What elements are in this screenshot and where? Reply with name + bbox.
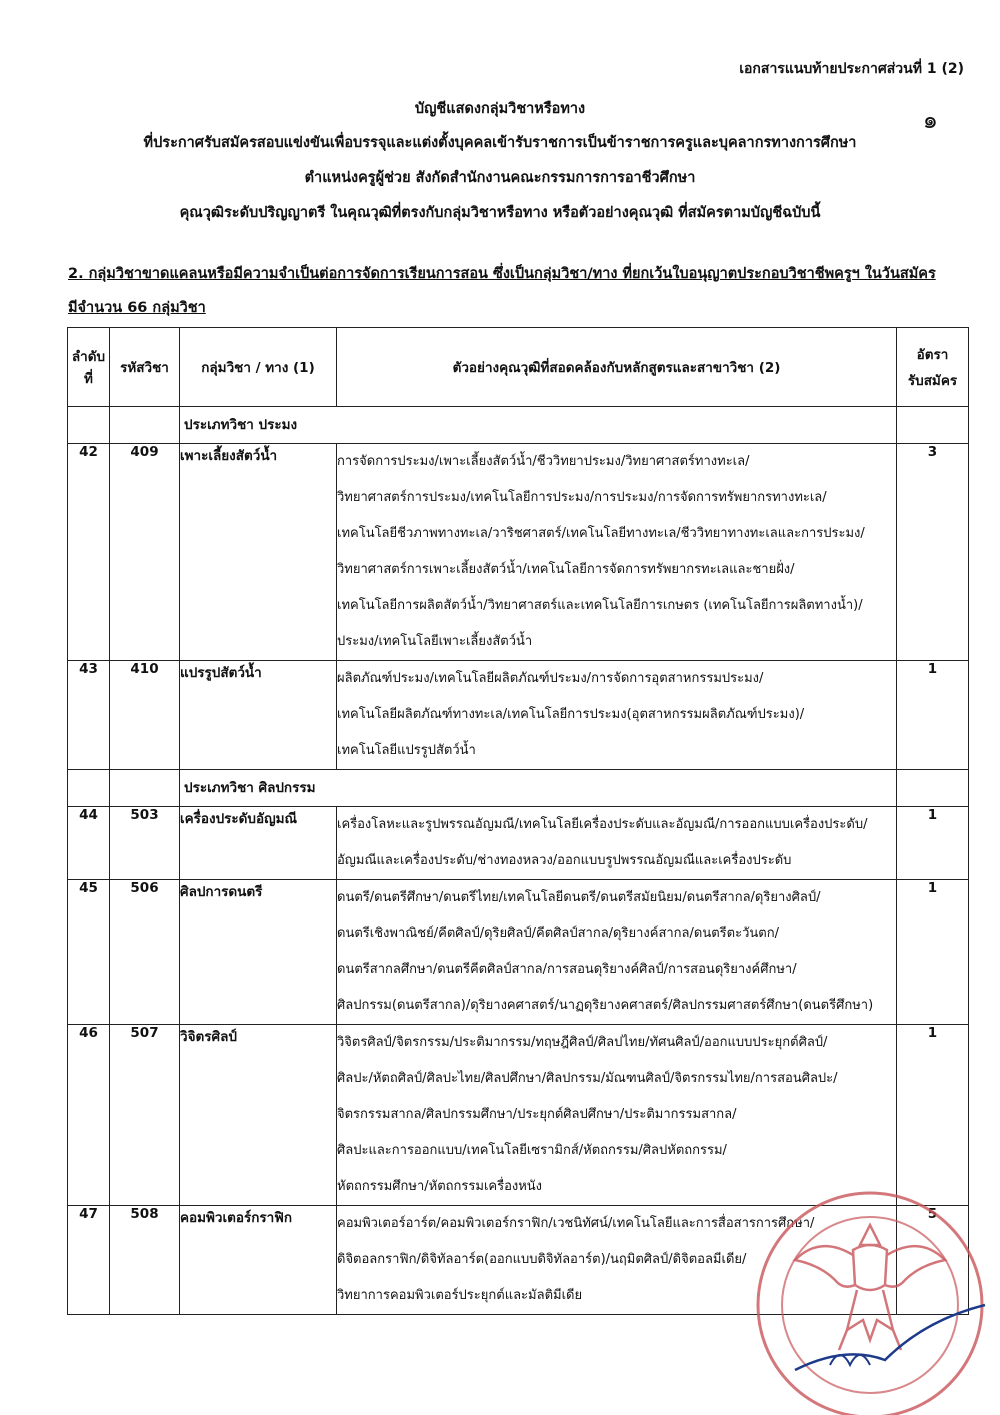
table-row	[68, 661, 969, 770]
qualification-line: ดนตรี/ดนตรีศึกษา/ดนตรีไทย/เทคโนโลยีดนตรี/ดนตรีสมัยนิยม/ดนตรีสากล/ดุริยางศิลป์/	[337, 890, 821, 905]
vacancy-rate: 3	[897, 444, 969, 661]
title-line-4: คุณวุฒิระดับปริญญาตรี ในคุณวุฒิที่ตรงกับกลุ่มวิชาหรือทาง หรือตัวอย่างคุณวุฒิ ที่สมัครตามบัญชีฉบับนี้	[179, 205, 821, 221]
table-row	[68, 880, 969, 1025]
title-line-3: ตำแหน่งครูผู้ช่วย สังกัดสำนักงานคณะกรรมการการอาชีวศึกษา	[304, 170, 696, 186]
qualification-examples	[337, 807, 897, 880]
document-reference: เอกสารแนบท้ายประกาศส่วนที่ 1 (2)	[739, 61, 964, 77]
qualification-line: ดนตรีเชิงพาณิชย์/คีตศิลป์/ดุริยศิลป์/คีตศิลป์สากล/ดุริยางค์สากล/ดนตรีตะวันตก/	[337, 926, 779, 941]
section-heading: 2. กลุ่มวิชาขาดแคลนหรือมีความจำเป็นต่อการจัดการเรียนการสอน ซึ่งเป็นกลุ่มวิชา/ทาง ที่ยกเว้นใบอนุญาตประกอบวิชาชีพครูฯ ในวันสมัคร	[68, 266, 936, 282]
table-body	[68, 407, 969, 1315]
subject-group-name: เครื่องประดับอัญมณี	[180, 807, 337, 880]
table-row	[68, 1025, 969, 1206]
qualification-line: เทคโนโลยีการผลิตสัตว์น้ำ/วิทยาศาสตร์และเทคโนโลยีการเกษตร (เทคโนโลยีการผลิตทางน้ำ)/	[337, 598, 863, 613]
subject-group-name: เพาะเลี้ยงสัตว์น้ำ	[180, 444, 337, 661]
vacancy-rate: 1	[897, 1025, 969, 1206]
qualification-line: ศิลปะและการออกแบบ/เทคโนโลยีเซรามิกส์/หัตถกรรม/ศิลปหัตถกรรม/	[337, 1143, 727, 1158]
qualification-line: วิทยาศาสตร์การประมง/เทคโนโลยีการประมง/การประมง/การจัดการทรัพยากรทางทะเล/	[337, 490, 827, 505]
vacancy-rate: 1	[897, 661, 969, 770]
subject-group-name: คอมพิวเตอร์กราฟิก	[180, 1206, 337, 1315]
qualification-line: ดนตรีสากลศึกษา/ดนตรีคีตศิลป์สากล/การสอนดุริยางค์ศิลป์/การสอนดุริยางค์ศึกษา/	[337, 962, 797, 977]
category-empty-cell	[110, 407, 180, 444]
subject-group-name: ศิลปการดนตรี	[180, 880, 337, 1025]
row-number: 42	[68, 444, 110, 661]
col-header-qualifications: ตัวอย่างคุณวุฒิที่สอดคล้องกับหลักสูตรและสาขาวิชา (2)	[337, 328, 897, 407]
subject-code: 507	[110, 1025, 180, 1206]
subject-code: 409	[110, 444, 180, 661]
table-row	[68, 444, 969, 661]
category-row	[68, 407, 969, 444]
qualification-line: เทคโนโลยีแปรรูปสัตว์น้ำ	[337, 743, 476, 758]
subject-code: 503	[110, 807, 180, 880]
category-empty-cell	[68, 770, 110, 807]
row-number: 43	[68, 661, 110, 770]
qualification-line: อัญมณีและเครื่องประดับ/ช่างทองหลวง/ออกแบบรูปพรรณอัญมณีและเครื่องประดับ	[337, 853, 792, 868]
title-line-2: ที่ประกาศรับสมัครสอบแข่งขันเพื่อบรรจุและแต่งตั้งบุคคลเข้ารับราชการเป็นข้าราชการครูและบุคลากรทางการศึกษา	[143, 135, 857, 151]
page-number: ๑	[922, 106, 938, 134]
qualification-examples	[337, 1206, 897, 1315]
title-line-1: บัญชีแสดงกลุ่มวิชาหรือทาง	[414, 101, 586, 117]
rate-header-line-2: รับสมัคร	[907, 373, 958, 389]
category-empty-cell	[110, 770, 180, 807]
category-empty-cell	[897, 407, 969, 444]
row-number: 47	[68, 1206, 110, 1315]
qualification-line: วิจิตรศิลป์/จิตรกรรม/ประติมากรรม/ทฤษฎีศิลป์/ศิลปไทย/ทัศนศิลป์/ออกแบบประยุกต์ศิลป์/	[337, 1035, 828, 1050]
category-empty-cell	[68, 407, 110, 444]
qualification-examples	[337, 444, 897, 661]
qualification-table	[67, 327, 969, 1315]
vacancy-rate: 1	[897, 880, 969, 1025]
row-number: 44	[68, 807, 110, 880]
col-header-group: กลุ่มวิชา / ทาง (1)	[180, 328, 337, 407]
qualification-line: ผลิตภัณฑ์ประมง/เทคโนโลยีผลิตภัณฑ์ประมง/การจัดการอุตสาหกรรมประมง/	[337, 671, 764, 686]
qualification-line: เทคโนโลยีชีวภาพทางทะเล/วาริชศาสตร์/เทคโนโลยีทางทะเล/ชีววิทยาทางทะเลและการประมง/	[337, 526, 865, 541]
subject-code: 508	[110, 1206, 180, 1315]
category-empty-cell	[897, 770, 969, 807]
qualification-line: เครื่องโลหะและรูปพรรณอัญมณี/เทคโนโลยีเครื่องประดับและอัญมณี/การออกแบบเครื่องประดับ/	[337, 817, 868, 832]
vacancy-rate: 1	[897, 807, 969, 880]
subject-group-name: แปรรูปสัตว์น้ำ	[180, 661, 337, 770]
qualification-line: คอมพิวเตอร์อาร์ต/คอมพิวเตอร์กราฟิก/เวชนิทัศน์/เทคโนโลยีและการสื่อสารการศึกษา/	[337, 1216, 815, 1231]
qualification-line: วิทยาศาสตร์การเพาะเลี้ยงสัตว์น้ำ/เทคโนโลยีการจัดการทรัพยากรทะเลและชายฝั่ง/	[337, 562, 795, 577]
row-number: 46	[68, 1025, 110, 1206]
qualification-line: การจัดการประมง/เพาะเลี้ยงสัตว์น้ำ/ชีววิทยาประมง/วิทยาศาสตร์ทางทะเล/	[337, 454, 750, 469]
vacancy-rate: 5	[897, 1206, 969, 1315]
category-label: ประเภทวิชา ประมง	[180, 407, 897, 444]
category-row	[68, 770, 969, 807]
col-header-code: รหัสวิชา	[110, 328, 180, 407]
table-header-row	[68, 328, 969, 407]
qualification-line: ศิลปกรรม(ดนตรีสากล)/ดุริยางคศาสตร์/นาฏดุริยางคศาสตร์/ศิลปกรรมศาสตร์ศึกษา(ดนตรีศึกษา)	[337, 998, 874, 1013]
section-count: มีจำนวน 66 กลุ่มวิชา	[68, 300, 206, 316]
rate-header-line-1: อัตรา	[916, 347, 949, 363]
table-row	[68, 807, 969, 880]
qualification-examples	[337, 880, 897, 1025]
qualification-line: วิทยาการคอมพิวเตอร์ประยุกต์และมัลติมีเดีย	[337, 1288, 583, 1303]
qualification-line: ดิจิตอลกราฟิก/ดิจิทัลอาร์ต(ออกแบบดิจิทัลอาร์ต)/นฤมิตศิลป์/ดิจิตอลมีเดีย/	[337, 1252, 747, 1267]
table-row	[68, 1206, 969, 1315]
qualification-line: เทคโนโลยีผลิตภัณฑ์ทางทะเล/เทคโนโลยีการประมง(อุตสาหกรรมผลิตภัณฑ์ประมง)/	[337, 707, 805, 722]
subject-code: 506	[110, 880, 180, 1025]
col-header-no: ลำดับที่	[68, 328, 110, 407]
subject-group-name: วิจิตรศิลป์	[180, 1025, 337, 1206]
qualification-examples	[337, 1025, 897, 1206]
category-label: ประเภทวิชา ศิลปกรรม	[180, 770, 897, 807]
qualification-line: ประมง/เทคโนโลยีเพาะเลี้ยงสัตว์น้ำ	[337, 634, 533, 649]
qualification-examples	[337, 661, 897, 770]
col-header-rate	[897, 328, 969, 407]
qualification-line: หัตถกรรมศึกษา/หัตถกรรมเครื่องหนัง	[337, 1179, 543, 1194]
row-number: 45	[68, 880, 110, 1025]
qualification-line: จิตรกรรมสากล/ศิลปกรรมศึกษา/ประยุกต์ศิลปศึกษา/ประติมากรรมสากล/	[337, 1107, 737, 1122]
qualification-line: ศิลปะ/หัตถศิลป์/ศิลปะไทย/ศิลปศึกษา/ศิลปกรรม/มัณฑนศิลป์/จิตรกรรมไทย/การสอนศิลปะ/	[337, 1071, 838, 1086]
subject-code: 410	[110, 661, 180, 770]
